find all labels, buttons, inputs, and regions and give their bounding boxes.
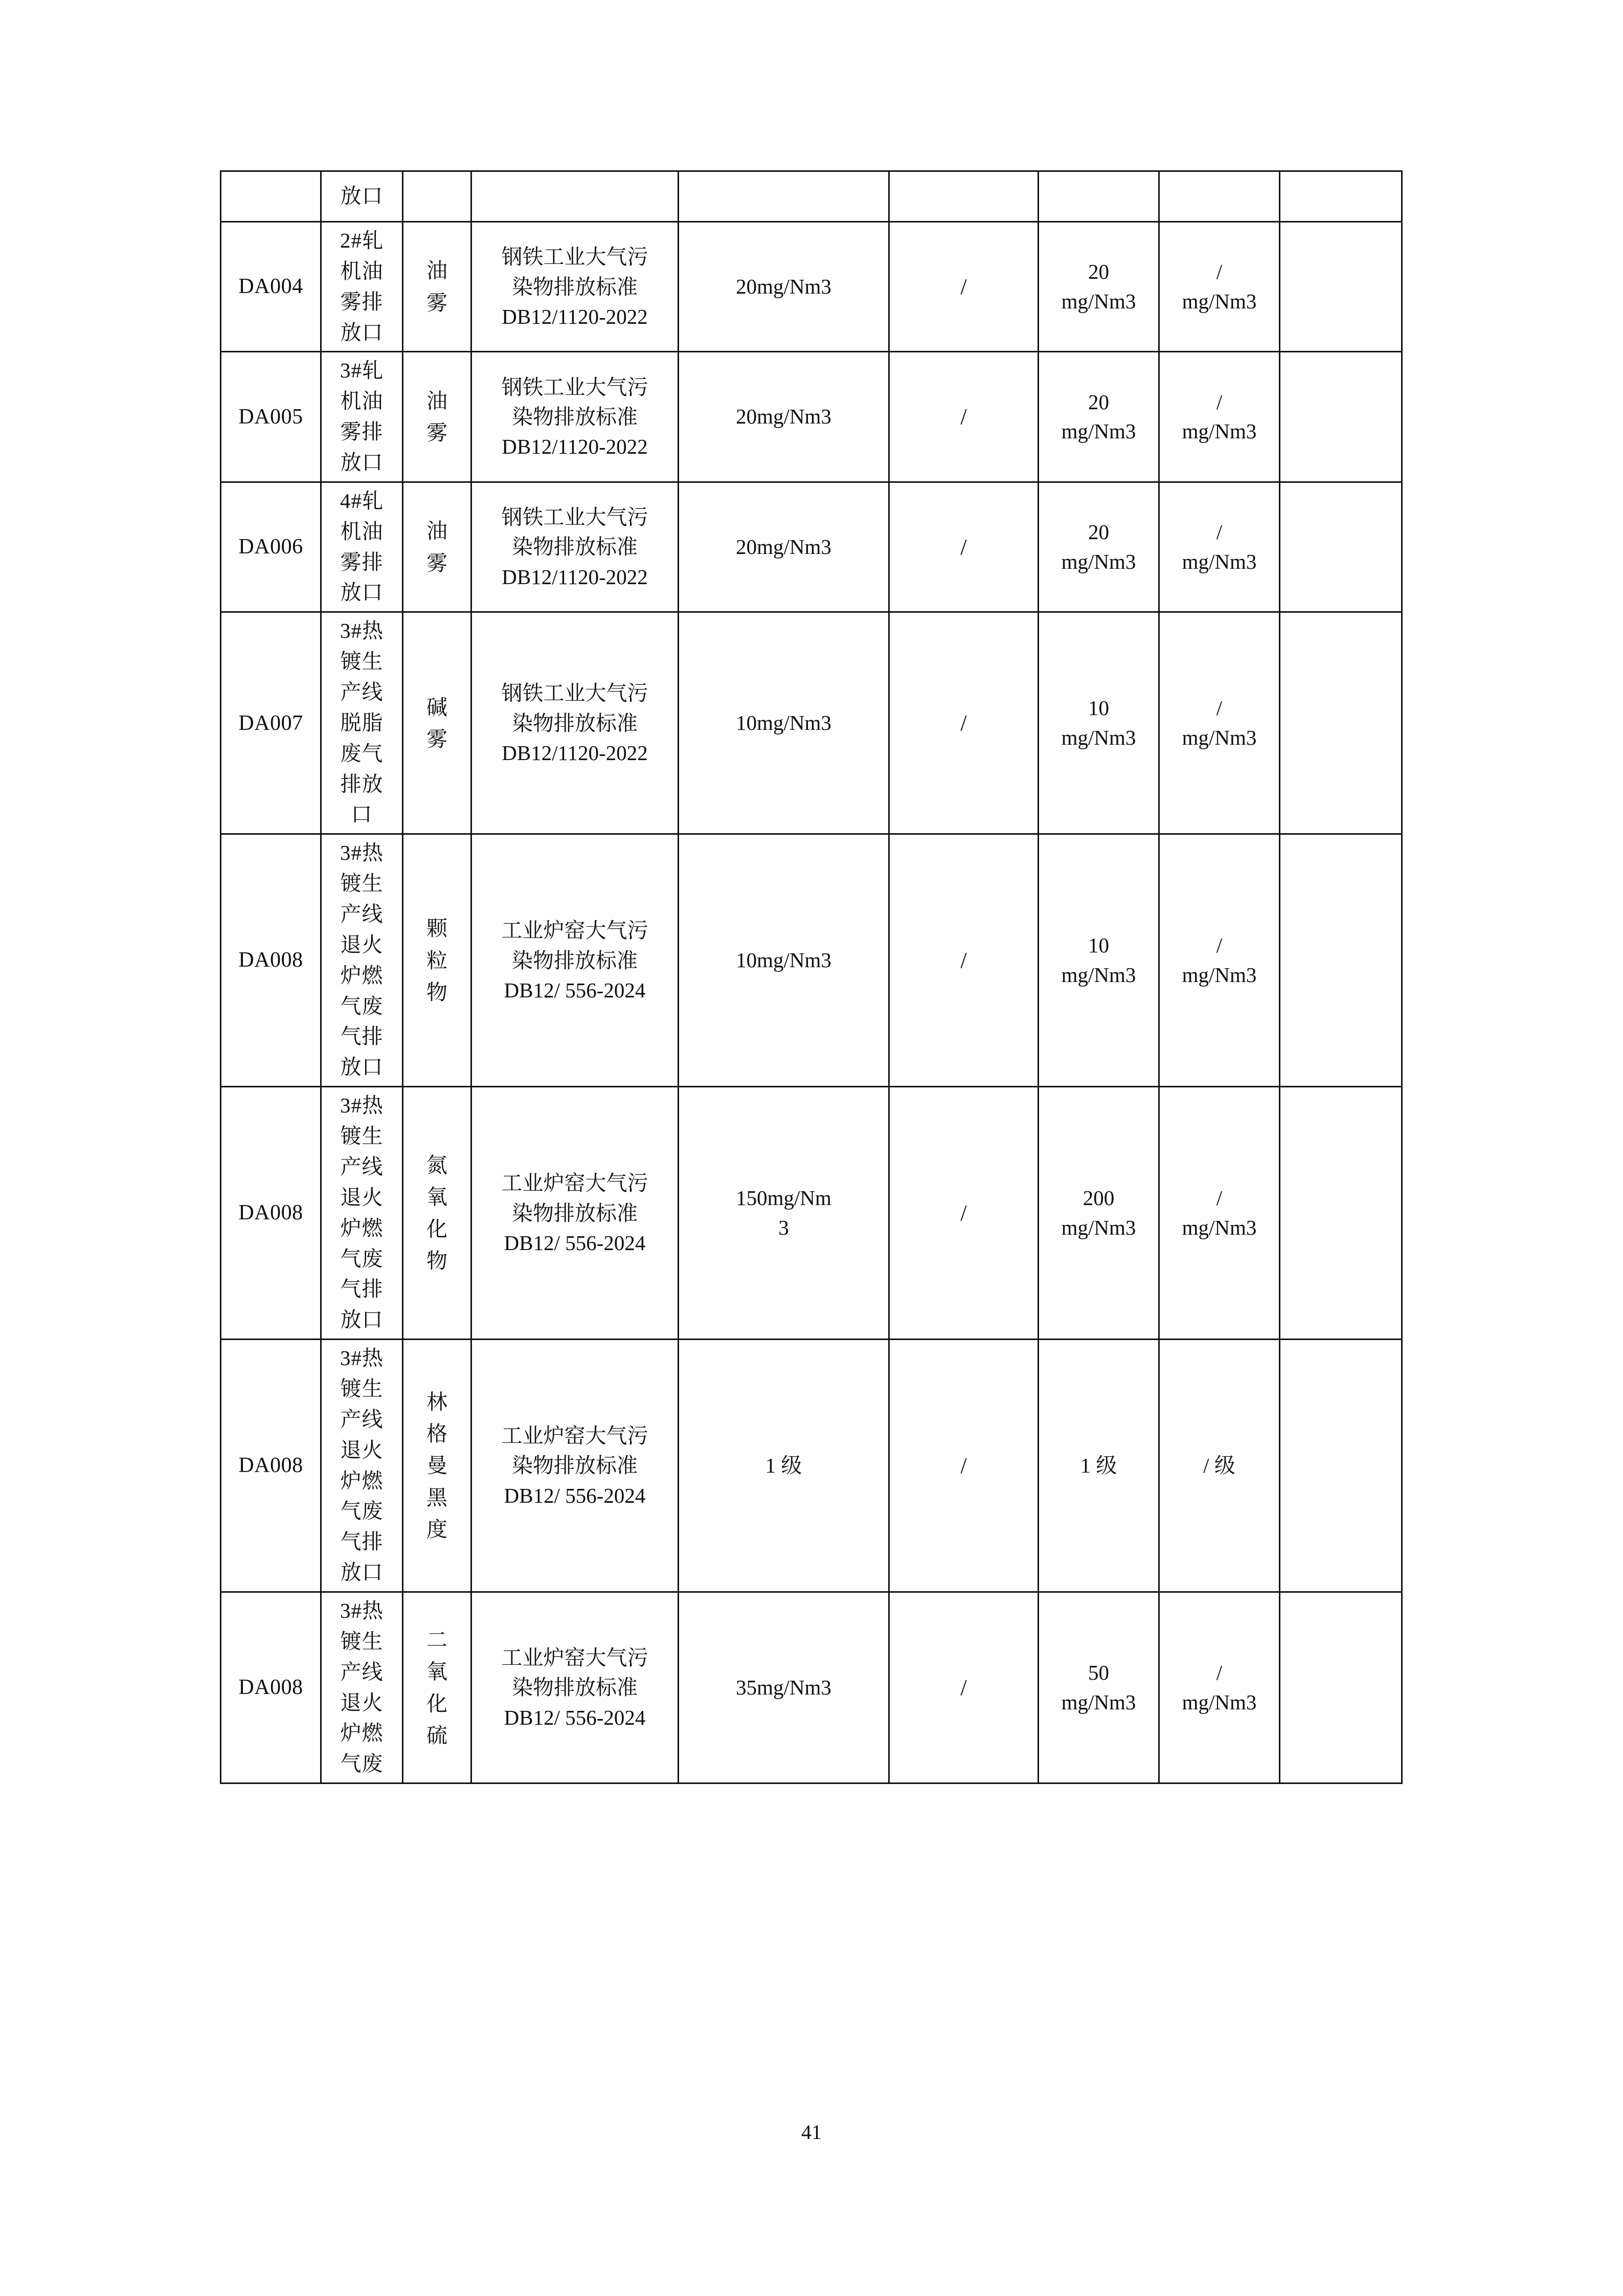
cell-col6: / <box>889 352 1039 482</box>
cell-col7: 20 mg/Nm3 <box>1039 352 1159 482</box>
cell-outlet-code: DA008 <box>221 1340 321 1592</box>
cell-standard: 钢铁工业大气污 染物排放标准 DB12/1120-2022 <box>471 352 679 482</box>
cell-pollutant: 林 格 曼 黑 度 <box>403 1340 471 1592</box>
cell-pollutant <box>403 171 471 222</box>
cell-pollutant: 油 雾 <box>403 352 471 482</box>
table-row <box>221 1087 1402 1340</box>
cell-outlet-name: 放口 <box>321 171 403 222</box>
cell-limit: 20mg/Nm3 <box>679 482 889 612</box>
table-row <box>221 222 1402 352</box>
cell-col9 <box>1280 171 1402 222</box>
cell-pollutant: 氮 氧 化 物 <box>403 1087 471 1340</box>
cell-limit: 150mg/Nm 3 <box>679 1087 889 1340</box>
cell-col6: / <box>889 612 1039 834</box>
cell-col8: / mg/Nm3 <box>1159 834 1280 1087</box>
cell-col7: 200 mg/Nm3 <box>1039 1087 1159 1340</box>
cell-col6 <box>889 171 1039 222</box>
cell-pollutant: 颗 粒 物 <box>403 834 471 1087</box>
cell-col9 <box>1280 222 1402 352</box>
emissions-table-body <box>221 171 1402 1784</box>
cell-col8: / mg/Nm3 <box>1159 482 1280 612</box>
cell-standard: 工业炉窑大气污 染物排放标准 DB12/ 556-2024 <box>471 1087 679 1340</box>
cell-outlet-code: DA008 <box>221 1592 321 1783</box>
cell-pollutant: 碱 雾 <box>403 612 471 834</box>
cell-col7: 20 mg/Nm3 <box>1039 222 1159 352</box>
cell-col7 <box>1039 171 1159 222</box>
cell-col9 <box>1280 1340 1402 1592</box>
cell-col7: 20 mg/Nm3 <box>1039 482 1159 612</box>
cell-pollutant: 二 氧 化 硫 <box>403 1592 471 1783</box>
table-row <box>221 834 1402 1087</box>
cell-col7: 50 mg/Nm3 <box>1039 1592 1159 1783</box>
cell-outlet-name: 2#轧 机油 雾排 放口 <box>321 222 403 352</box>
cell-col6: / <box>889 482 1039 612</box>
cell-col9 <box>1280 482 1402 612</box>
cell-limit: 20mg/Nm3 <box>679 222 889 352</box>
cell-limit: 10mg/Nm3 <box>679 834 889 1087</box>
emissions-table <box>220 170 1403 1784</box>
cell-outlet-code: DA008 <box>221 834 321 1087</box>
cell-col6: / <box>889 222 1039 352</box>
table-row <box>221 482 1402 612</box>
cell-standard: 钢铁工业大气污 染物排放标准 DB12/1120-2022 <box>471 222 679 352</box>
cell-col6: / <box>889 1340 1039 1592</box>
cell-pollutant: 油 雾 <box>403 482 471 612</box>
cell-outlet-code: DA007 <box>221 612 321 834</box>
cell-standard: 工业炉窑大气污 染物排放标准 DB12/ 556-2024 <box>471 834 679 1087</box>
cell-standard: 工业炉窑大气污 染物排放标准 DB12/ 556-2024 <box>471 1592 679 1783</box>
cell-col7: 10 mg/Nm3 <box>1039 834 1159 1087</box>
cell-outlet-name: 3#轧 机油 雾排 放口 <box>321 352 403 482</box>
cell-outlet-code: DA004 <box>221 222 321 352</box>
table-row <box>221 352 1402 482</box>
cell-limit: 10mg/Nm3 <box>679 612 889 834</box>
cell-outlet-name: 3#热 镀生 产线 退火 炉燃 气废 <box>321 1592 403 1783</box>
page-number: 41 <box>801 2121 822 2144</box>
cell-col8 <box>1159 171 1280 222</box>
cell-col8: / mg/Nm3 <box>1159 222 1280 352</box>
cell-col7: 1 级 <box>1039 1340 1159 1592</box>
cell-col6: / <box>889 1087 1039 1340</box>
table-row <box>221 612 1402 834</box>
cell-col8: / 级 <box>1159 1340 1280 1592</box>
table-row <box>221 1592 1402 1783</box>
cell-limit: 35mg/Nm3 <box>679 1592 889 1783</box>
cell-col8: / mg/Nm3 <box>1159 352 1280 482</box>
cell-outlet-code: DA006 <box>221 482 321 612</box>
cell-standard: 钢铁工业大气污 染物排放标准 DB12/1120-2022 <box>471 482 679 612</box>
cell-col6: / <box>889 1592 1039 1783</box>
cell-outlet-name: 3#热 镀生 产线 退火 炉燃 气废 气排 放口 <box>321 1340 403 1592</box>
cell-col8: / mg/Nm3 <box>1159 1087 1280 1340</box>
table-row-partial <box>221 171 1402 222</box>
cell-col9 <box>1280 612 1402 834</box>
cell-outlet-name: 3#热 镀生 产线 脱脂 废气 排放 口 <box>321 612 403 834</box>
cell-col9 <box>1280 834 1402 1087</box>
cell-col9 <box>1280 1087 1402 1340</box>
cell-col9 <box>1280 1592 1402 1783</box>
cell-outlet-name: 4#轧 机油 雾排 放口 <box>321 482 403 612</box>
cell-col6: / <box>889 834 1039 1087</box>
cell-standard: 工业炉窑大气污 染物排放标准 DB12/ 556-2024 <box>471 1340 679 1592</box>
table-row <box>221 1340 1402 1592</box>
cell-outlet-code <box>221 171 321 222</box>
cell-col7: 10 mg/Nm3 <box>1039 612 1159 834</box>
cell-outlet-code: DA005 <box>221 352 321 482</box>
cell-outlet-code: DA008 <box>221 1087 321 1340</box>
cell-standard: 钢铁工业大气污 染物排放标准 DB12/1120-2022 <box>471 612 679 834</box>
cell-outlet-name: 3#热 镀生 产线 退火 炉燃 气废 气排 放口 <box>321 834 403 1087</box>
cell-col9 <box>1280 352 1402 482</box>
cell-pollutant: 油 雾 <box>403 222 471 352</box>
cell-limit: 1 级 <box>679 1340 889 1592</box>
cell-limit <box>679 171 889 222</box>
cell-limit: 20mg/Nm3 <box>679 352 889 482</box>
cell-col8: / mg/Nm3 <box>1159 1592 1280 1783</box>
cell-standard <box>471 171 679 222</box>
cell-outlet-name: 3#热 镀生 产线 退火 炉燃 气废 气排 放口 <box>321 1087 403 1340</box>
emissions-table-container <box>220 170 1401 1784</box>
cell-col8: / mg/Nm3 <box>1159 612 1280 834</box>
